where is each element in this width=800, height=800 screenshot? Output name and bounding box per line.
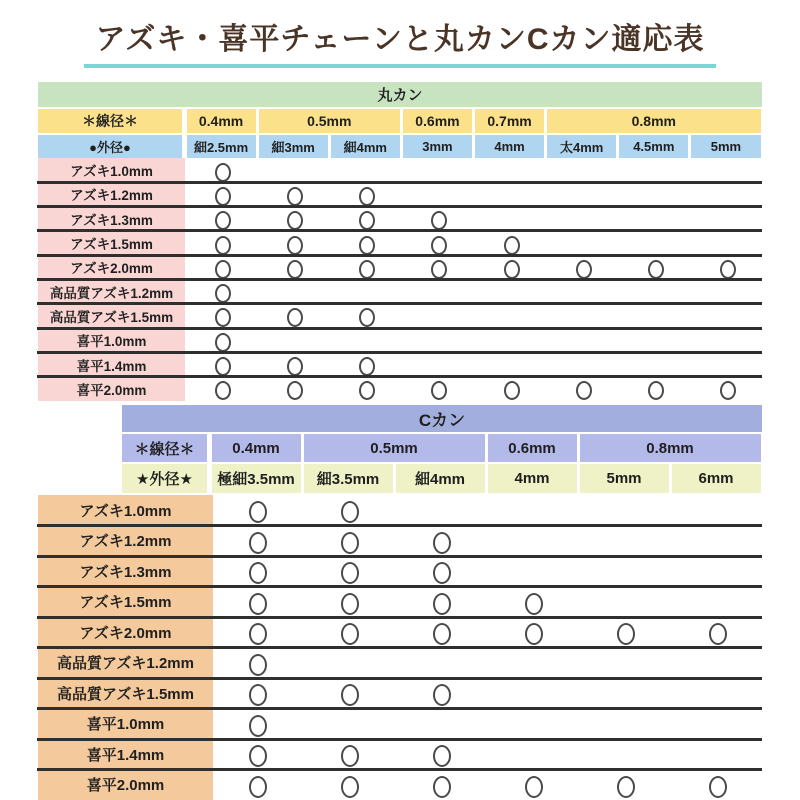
- compatibility-mark-icon: [287, 211, 303, 230]
- row-divider: [37, 707, 762, 710]
- chain-row-label: 高品質アズキ1.5mm: [49, 309, 174, 325]
- row-divider: [37, 181, 762, 184]
- row-divider: [37, 229, 762, 232]
- compatibility-mark-icon: [433, 562, 451, 584]
- compatibility-mark-icon: [433, 745, 451, 767]
- compatibility-mark-icon: [249, 562, 267, 584]
- chain-row-label: 喜平2.0mm: [86, 777, 165, 795]
- wire-diameter-cell: 0.4mm: [187, 109, 256, 133]
- compatibility-mark-icon: [359, 187, 375, 206]
- row-divider: [37, 254, 762, 257]
- outer-diameter-cell: 6mm: [672, 464, 761, 493]
- row-divider: [37, 646, 762, 649]
- compatibility-mark-icon: [249, 715, 267, 737]
- compatibility-mark-icon: [648, 381, 664, 400]
- compatibility-mark-icon: [287, 308, 303, 327]
- compatibility-mark-icon: [287, 381, 303, 400]
- compatibility-mark-icon: [648, 260, 664, 279]
- wire-diameter-label: ＊線径＊: [38, 109, 182, 133]
- row-divider: [37, 302, 762, 305]
- outer-diameter-cell: 細4mm: [396, 464, 485, 493]
- wire-diameter-cell: 0.8mm: [580, 434, 761, 462]
- compatibility-mark-icon: [359, 260, 375, 279]
- chain-row-label: 高品質アズキ1.2mm: [57, 655, 194, 673]
- wire-diameter-cell: 0.8mm: [547, 109, 760, 133]
- outer-diameter-label: ●外径●: [38, 135, 182, 158]
- chain-row-label: アズキ1.0mm: [79, 502, 172, 520]
- compatibility-mark-icon: [720, 260, 736, 279]
- row-divider: [37, 616, 762, 619]
- compatibility-mark-icon: [576, 260, 592, 279]
- chain-row-label: アズキ2.0mm: [79, 624, 172, 642]
- compatibility-mark-icon: [215, 357, 231, 376]
- wire-diameter-cell: 0.5mm: [259, 109, 400, 133]
- outer-diameter-cell: 細3mm: [259, 135, 328, 158]
- outer-diameter-label: ★外径★: [122, 464, 207, 493]
- compatibility-mark-icon: [249, 654, 267, 676]
- row-divider: [37, 524, 762, 527]
- compatibility-mark-icon: [431, 211, 447, 230]
- compatibility-mark-icon: [431, 236, 447, 255]
- row-divider: [37, 205, 762, 208]
- compatibility-mark-icon: [249, 684, 267, 706]
- chain-row-label: 喜平1.4mm: [86, 746, 165, 764]
- compatibility-mark-icon: [525, 623, 543, 645]
- title-wrap: [0, 14, 800, 68]
- compatibility-mark-icon: [341, 562, 359, 584]
- compatibility-mark-icon: [215, 381, 231, 400]
- chain-row-label: アズキ1.2mm: [79, 533, 172, 551]
- compatibility-mark-icon: [249, 501, 267, 523]
- compatibility-mark-icon: [249, 776, 267, 798]
- compatibility-mark-icon: [341, 593, 359, 615]
- compatibility-mark-icon: [215, 187, 231, 206]
- ckan-table-title: Cカン: [122, 405, 762, 432]
- compatibility-mark-icon: [287, 260, 303, 279]
- compatibility-mark-icon: [359, 381, 375, 400]
- outer-diameter-cell: 5mm: [580, 464, 669, 493]
- outer-diameter-cell: 3mm: [403, 135, 472, 158]
- compatibility-mark-icon: [359, 308, 375, 327]
- chain-row-label: アズキ1.3mm: [70, 212, 153, 228]
- chain-row-label: 高品質アズキ1.5mm: [57, 685, 194, 703]
- row-divider: [37, 585, 762, 588]
- compatibility-mark-icon: [341, 745, 359, 767]
- compatibility-mark-icon: [431, 260, 447, 279]
- compatibility-mark-icon: [433, 593, 451, 615]
- compatibility-mark-icon: [287, 236, 303, 255]
- outer-diameter-cell: 細2.5mm: [187, 135, 256, 158]
- compatibility-mark-icon: [709, 623, 727, 645]
- outer-diameter-cell: 4.5mm: [619, 135, 688, 158]
- compatibility-mark-icon: [617, 623, 635, 645]
- wire-diameter-cell: 0.6mm: [488, 434, 577, 462]
- compatibility-mark-icon: [341, 684, 359, 706]
- row-divider: [37, 327, 762, 330]
- row-divider: [37, 375, 762, 378]
- chain-row-label: 喜平1.0mm: [86, 716, 165, 734]
- chain-row-label: アズキ1.5mm: [79, 594, 172, 612]
- compatibility-mark-icon: [431, 381, 447, 400]
- compatibility-mark-icon: [720, 381, 736, 400]
- compatibility-mark-icon: [576, 381, 592, 400]
- compatibility-mark-icon: [433, 776, 451, 798]
- wire-diameter-cell: 0.7mm: [475, 109, 544, 133]
- row-divider: [37, 555, 762, 558]
- row-divider: [37, 768, 762, 771]
- compatibility-mark-icon: [433, 684, 451, 706]
- outer-diameter-cell: 太4mm: [547, 135, 616, 158]
- wire-diameter-cell: 0.6mm: [403, 109, 472, 133]
- row-divider: [37, 677, 762, 680]
- chain-row-label: 喜平1.4mm: [76, 358, 147, 374]
- outer-diameter-cell: 4mm: [475, 135, 544, 158]
- chain-row-label: アズキ1.2mm: [70, 188, 153, 204]
- compatibility-mark-icon: [215, 236, 231, 255]
- row-divider: [37, 351, 762, 354]
- compatibility-mark-icon: [215, 333, 231, 352]
- compatibility-mark-icon: [433, 623, 451, 645]
- compatibility-mark-icon: [504, 236, 520, 255]
- compatibility-mark-icon: [433, 532, 451, 554]
- compatibility-mark-icon: [504, 381, 520, 400]
- compatibility-mark-icon: [359, 236, 375, 255]
- chain-row-label: 喜平1.0mm: [76, 334, 147, 350]
- compatibility-mark-icon: [249, 532, 267, 554]
- outer-diameter-cell: 細4mm: [331, 135, 400, 158]
- compatibility-mark-icon: [215, 163, 231, 182]
- compatibility-mark-icon: [215, 308, 231, 327]
- marukan-table-title: 丸カン: [38, 82, 762, 107]
- compatibility-mark-icon: [617, 776, 635, 798]
- compatibility-mark-icon: [249, 593, 267, 615]
- row-divider: [37, 278, 762, 281]
- compatibility-mark-icon: [215, 211, 231, 230]
- chain-row-label: 高品質アズキ1.2mm: [49, 285, 174, 301]
- page-title: アズキ・喜平チェーンと丸カンCカン適応表: [84, 14, 717, 68]
- chain-row-label: 喜平2.0mm: [76, 382, 147, 398]
- compatibility-mark-icon: [504, 260, 520, 279]
- compatibility-mark-icon: [341, 623, 359, 645]
- compatibility-mark-icon: [341, 776, 359, 798]
- compatibility-mark-icon: [287, 357, 303, 376]
- compatibility-mark-icon: [525, 776, 543, 798]
- compatibility-mark-icon: [709, 776, 727, 798]
- chain-row-label: アズキ2.0mm: [70, 261, 153, 277]
- wire-diameter-label: ＊線径＊: [122, 434, 207, 462]
- compatibility-mark-icon: [525, 593, 543, 615]
- outer-diameter-cell: 5mm: [691, 135, 760, 158]
- chain-row-label: アズキ1.0mm: [70, 164, 153, 180]
- outer-diameter-cell: 極細3.5mm: [212, 464, 301, 493]
- compatibility-mark-icon: [215, 260, 231, 279]
- wire-diameter-cell: 0.5mm: [304, 434, 485, 462]
- compatibility-mark-icon: [287, 187, 303, 206]
- compatibility-mark-icon: [249, 745, 267, 767]
- outer-diameter-cell: 細3.5mm: [304, 464, 393, 493]
- compatibility-mark-icon: [249, 623, 267, 645]
- compatibility-mark-icon: [341, 532, 359, 554]
- chain-row-label: アズキ1.3mm: [79, 563, 172, 581]
- chain-row-label: アズキ1.5mm: [70, 237, 153, 253]
- compatibility-mark-icon: [215, 284, 231, 303]
- compatibility-mark-icon: [359, 211, 375, 230]
- row-divider: [37, 738, 762, 741]
- wire-diameter-cell: 0.4mm: [212, 434, 301, 462]
- compatibility-mark-icon: [359, 357, 375, 376]
- outer-diameter-cell: 4mm: [488, 464, 577, 493]
- compatibility-mark-icon: [341, 501, 359, 523]
